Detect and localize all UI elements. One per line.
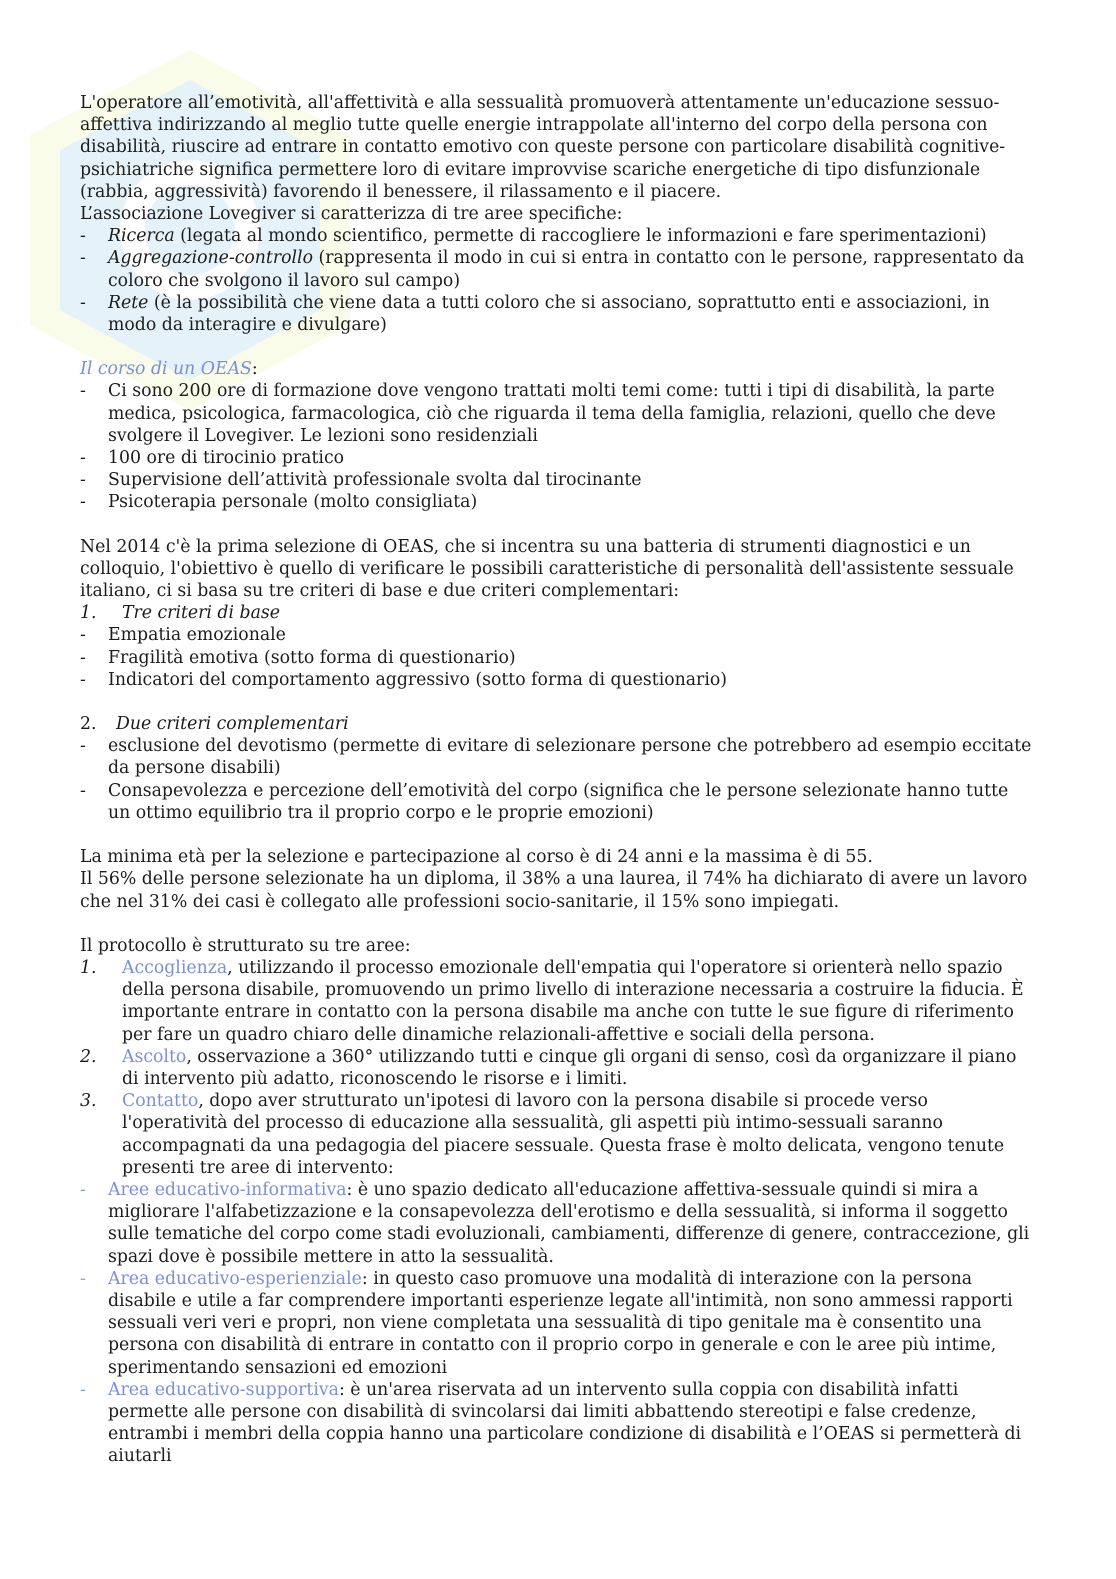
list-item: - Consapevolezza e percezione dell’emotività del corpo (significa che le persone selezionate hanno tutte un ottimo equilibrio tra il proprio corpo e le proprie emozioni): [80, 780, 1009, 823]
step-term: Ascolto: [122, 1046, 187, 1067]
bullet-marker: -: [80, 381, 86, 402]
bullet-marker: -: [80, 647, 86, 668]
list-item: - Area educativo-supportiva: è un'area riservata ad un intervento sulla coppia con disabilità infatti permette alle persone con disabilità di svincolarsi dai limiti abbattendo stereotipi e false credenze, entrambi i membri della coppia hanno una particolare condizione di disabilità e l’OEAS si permetterà di aiutarli: [80, 1379, 1022, 1467]
intervention-term: Area educativo-supportiva: [108, 1379, 339, 1400]
list-item: - Rete (è la possibilità che viene data a tutti coloro che si associano, soprattutto enti e associazioni, in modo da interagire e divulgare): [80, 292, 990, 336]
intervention-term: Aree educativo-informativa: [108, 1179, 347, 1200]
intervention-term: Area educativo-esperienziale: [108, 1268, 362, 1289]
bullet-marker: -: [80, 226, 86, 247]
document-page: [80, 92, 1035, 1468]
association-intro: L’associazione Lovegiver si caratterizza di tre aree specifiche:: [80, 204, 623, 225]
bullet-marker: -: [80, 470, 86, 491]
bullet-marker: -: [80, 736, 86, 757]
numbered-heading: [80, 602, 1035, 624]
list-item: - 100 ore di tirocinio pratico: [80, 448, 345, 469]
protocol-intro: Il protocollo è strutturato su tre aree:: [80, 935, 411, 956]
list-item: - Area educativo-esperienziale: in questo caso promuove una modalità di interazione con la persona disabile e utile a far comprendere importanti esperienze legate all'intimità, non sono ammessi rapporti sessuali veri veri e propri, non viene completata una sessualità di tipo genitale ma è consentito una persona con disabilità di entrare in contatto con il proprio corpo in generale e con le aree più intime, sperimentando sensazioni ed emozioni: [80, 1268, 1013, 1378]
bullet-marker: -: [80, 1179, 86, 1200]
course-heading: Il corso di un OEAS:: [80, 359, 258, 380]
complementary-criteria-title: Due criteri complementari: [116, 714, 349, 735]
list-item: - Aree educativo-informativa: è uno spazio dedicato all'educazione affettiva-sessuale quindi si mira a migliorare l'alfabetizzazione e la consapevolezza dell'erotismo e della sessualità, si informa il soggetto sulle tematiche del corpo come stadi evoluzionali, cambiamenti, differenze di genere, contraccezione, gli spazi dove è possibile mettere in atto la sessualità.: [80, 1179, 1030, 1267]
bullet-marker: -: [80, 492, 86, 513]
list-item: - Ricerca (legata al mondo scientifico, permette di raccogliere le informazioni e fare sperimentazioni): [80, 226, 987, 247]
bullet-marker: -: [80, 625, 86, 646]
bullet-marker: -: [80, 1268, 86, 1289]
step-term: Accoglienza: [122, 957, 228, 978]
stats-paragraph: Il 56% delle persone selezionate ha un diploma, il 38% a una laurea, il 74% ha dichiarato di avere un lavoro che nel 31% dei casi è collegato alle professioni socio-sanitarie, il 15% sono impiegati.: [80, 869, 1028, 912]
number-marker: 1.: [80, 957, 97, 978]
bullet-marker: -: [80, 448, 86, 469]
base-criteria-title: Tre criteri di base: [122, 603, 280, 624]
selection-intro: Nel 2014 c'è la prima selezione di OEAS, che si incentra su una batteria di strumenti diagnostici e un colloquio, l'obiettivo è quello di verificare le possibili caratteristiche di personalità dell'assistente sessuale italiano, ci si basa su tre criteri di base e due criteri complementari:: [80, 536, 1014, 602]
number-marker: 2.: [80, 1046, 97, 1067]
list-item: - Aggregazione-controllo (rappresenta il modo in cui si entra in contatto con le persone, rappresentato da coloro che svolgono il lavoro sul campo): [80, 248, 1025, 291]
number-marker: 3.: [80, 1091, 97, 1112]
numbered-item: 2. Ascolto, osservazione a 360° utilizzando tutti e cinque gli organi di senso, così da organizzare il piano di intervento più adatto, riconoscendo le risorse e i limiti.: [80, 1046, 1017, 1089]
step-term: Contatto: [122, 1091, 199, 1112]
course-heading-label: Il corso di un OEAS: [80, 359, 252, 380]
bullet-marker: -: [80, 669, 86, 690]
number-marker: 2.: [80, 714, 97, 735]
list-item: - Indicatori del comportamento aggressivo (sotto forma di questionario): [80, 669, 727, 690]
bullet-marker: -: [80, 1379, 86, 1400]
numbered-heading: [80, 713, 1035, 735]
list-item: - Supervisione dell’attività professionale svolta dal tirocinante: [80, 470, 642, 491]
number-marker: 1.: [80, 603, 97, 624]
list-item: - Psicoterapia personale (molto consigliata): [80, 492, 478, 513]
intro-paragraph: L'operatore all’emotività, all'affettività e alla sessualità promuoverà attentamente un'educazione sessuo-affettiva indirizzando al meglio tutte quelle energie intrappolate all'interno del corpo della persona con disabilità, riuscire ad entrare in contatto emotivo con queste persone con particolare disabilità cognitive-psichiatriche significa permettere loro di evitare improvvise scariche energetiche di tipo disfunzionale (rabbia, aggressività) favorendo il benessere, il rilassamento e il piacere.: [80, 93, 1006, 202]
bullet-marker: -: [80, 248, 86, 269]
list-item: - esclusione del devotismo (permette di evitare di selezionare persone che potrebbero ad esempio eccitate da persone disabili): [80, 736, 1032, 779]
list-item: - Ci sono 200 ore di formazione dove vengono trattati molti temi come: tutti i tipi di disabilità, la parte medica, psicologica, farmacologica, ciò che riguarda il tema della famiglia, relazioni, quello che deve svolgere il Lovegiver. Le lezioni sono residenziali: [80, 381, 996, 446]
area-term: Aggregazione-controllo: [108, 248, 313, 269]
list-item: - Fragilità emotiva (sotto forma di questionario): [80, 647, 516, 668]
bullet-marker: -: [80, 292, 86, 313]
age-paragraph: La minima età per la selezione e partecipazione al corso è di 24 anni e la massima è di 55.: [80, 847, 873, 868]
list-item: - Empatia emozionale: [80, 625, 286, 646]
area-term: Ricerca: [108, 226, 175, 247]
bullet-marker: -: [80, 780, 86, 801]
numbered-item: 1. Accoglienza, utilizzando il processo emozionale dell'empatia qui l'operatore si orienterà nello spazio della persona disabile, promuovendo un primo livello di interazione necessaria a costruire la fiducia. È importante entrare in contatto con la persona disabile ma anche con tutte le sue figure di riferimento per fare un quadro chiaro delle dinamiche relazionali-affettive e sociali della persona.: [80, 957, 1024, 1045]
numbered-item: 3. Contatto, dopo aver strutturato un'ipotesi di lavoro con la persona disabile si procede verso l'operatività del processo di educazione alla sessualità, gli aspetti più intimo-sessuali saranno accompagnati da una pedagogia del piacere sessuale. Questa frase è molto delicata, vengono tenute presenti tre aree di intervento:: [80, 1091, 1005, 1178]
area-term: Rete: [108, 292, 149, 313]
